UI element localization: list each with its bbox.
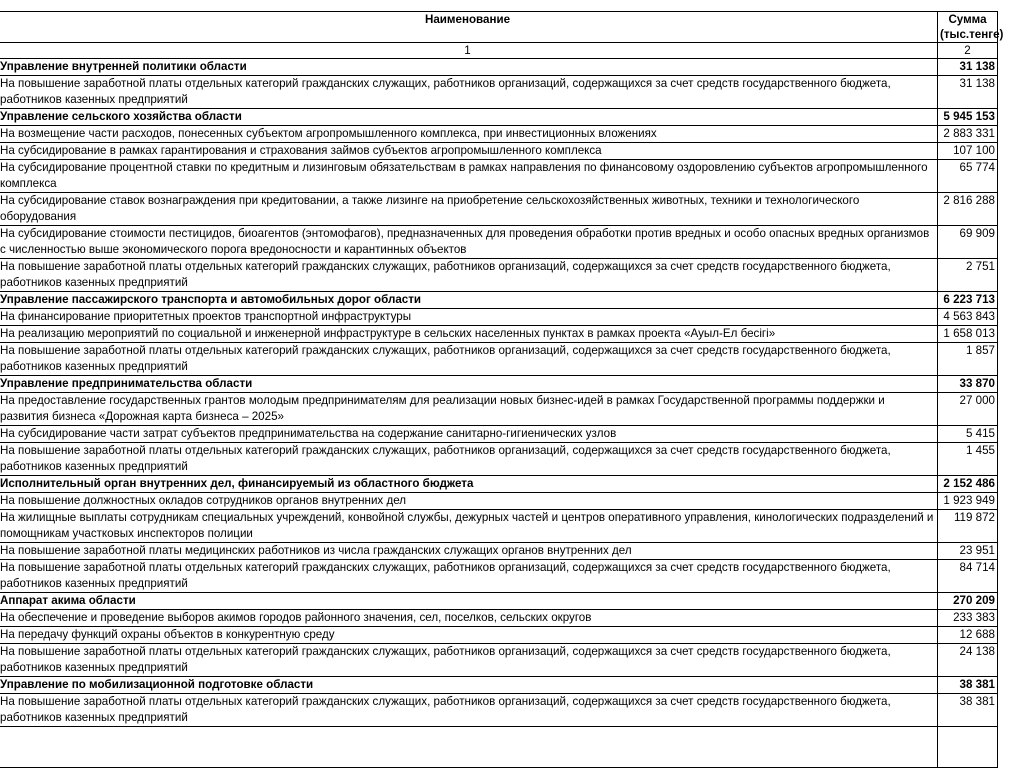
department-total: 38 381 bbox=[938, 677, 998, 694]
table-row bbox=[0, 76, 998, 109]
empty-cell bbox=[0, 727, 938, 768]
expense-description: На предоставление государственных грантов молодым предпринимателям для реализации новых бизнес-идей в рамках Государственной программы поддержки и развития бизнеса «Дорожная карта бизнеса – 2025» bbox=[0, 393, 938, 426]
expense-amount: 1 857 bbox=[938, 343, 998, 376]
expense-amount: 1 923 949 bbox=[938, 493, 998, 510]
column-number-2: 2 bbox=[938, 43, 998, 59]
expense-description: На повышение заработной платы отдельных категорий гражданских служащих, работников организаций, содержащихся за счет средств государственного бюджета, работников казенных предприятий bbox=[0, 694, 938, 727]
expense-description: На повышение должностных окладов сотрудников органов внутренних дел bbox=[0, 493, 938, 510]
expense-description: На субсидирование в рамках гарантирования и страхования займов субъектов агропромышленного комплекса bbox=[0, 143, 938, 160]
empty-row bbox=[0, 727, 998, 768]
expense-description: На финансирование приоритетных проектов транспортной инфраструктуры bbox=[0, 309, 938, 326]
column-number-row bbox=[0, 43, 998, 59]
department-name: Управление предпринимательства области bbox=[0, 376, 938, 393]
expense-description: На субсидирование ставок вознаграждения при кредитовании, а также лизинге на приобретение сельскохозяйственных животных, техники и технологического оборудования bbox=[0, 193, 938, 226]
table-row bbox=[0, 326, 998, 343]
expense-description: На жилищные выплаты сотрудникам специальных учреждений, конвойной службы, дежурных частей и центров оперативного управления, кинологических подразделений и помощникам участковых инспекторов полиции bbox=[0, 510, 938, 543]
expense-amount: 24 138 bbox=[938, 644, 998, 677]
table-row bbox=[0, 259, 998, 292]
department-row bbox=[0, 376, 998, 393]
expense-amount: 233 383 bbox=[938, 610, 998, 627]
expense-amount: 5 415 bbox=[938, 426, 998, 443]
table-row bbox=[0, 193, 998, 226]
department-name: Управление по мобилизационной подготовке области bbox=[0, 677, 938, 694]
budget-table bbox=[0, 11, 1004, 768]
department-row bbox=[0, 59, 998, 76]
column-header-name: Наименование bbox=[0, 12, 938, 43]
expense-description: На повышение заработной платы отдельных категорий гражданских служащих, работников организаций, содержащихся за счет средств государственного бюджета, работников казенных предприятий bbox=[0, 259, 938, 292]
department-name: Управление пассажирского транспорта и автомобильных дорог области bbox=[0, 292, 938, 309]
department-name: Управление сельского хозяйства области bbox=[0, 109, 938, 126]
expense-amount: 65 774 bbox=[938, 160, 998, 193]
expense-amount: 4 563 843 bbox=[938, 309, 998, 326]
department-row bbox=[0, 677, 998, 694]
expense-amount: 1 658 013 bbox=[938, 326, 998, 343]
expense-description: На повышение заработной платы отдельных категорий гражданских служащих, работников организаций, содержащихся за счет средств государственного бюджета, работников казенных предприятий bbox=[0, 76, 938, 109]
expense-amount: 2 883 331 bbox=[938, 126, 998, 143]
department-row bbox=[0, 476, 998, 493]
table-row bbox=[0, 343, 998, 376]
table-row bbox=[0, 443, 998, 476]
empty-cell bbox=[938, 727, 998, 768]
expense-amount: 69 909 bbox=[938, 226, 998, 259]
department-total: 270 209 bbox=[938, 593, 998, 610]
expense-amount: 2 816 288 bbox=[938, 193, 998, 226]
table-body bbox=[0, 59, 998, 768]
department-total: 31 138 bbox=[938, 59, 998, 76]
table-row bbox=[0, 644, 998, 677]
table-row bbox=[0, 560, 998, 593]
expense-description: На обеспечение и проведение выборов акимов городов районного значения, сел, поселков, сельских округов bbox=[0, 610, 938, 627]
expense-amount: 38 381 bbox=[938, 694, 998, 727]
expense-description: На передачу функций охраны объектов в конкурентную среду bbox=[0, 627, 938, 644]
expense-amount: 27 000 bbox=[938, 393, 998, 426]
expense-description: На субсидирование процентной ставки по кредитным и лизинговым обязательствам в рамках направления по финансовому оздоровлению субъектов агропромышленного комплекса bbox=[0, 160, 938, 193]
table-row bbox=[0, 143, 998, 160]
expense-amount: 12 688 bbox=[938, 627, 998, 644]
table-row bbox=[0, 543, 998, 560]
expense-description: На повышение заработной платы отдельных категорий гражданских служащих, работников организаций, содержащихся за счет средств государственного бюджета, работников казенных предприятий bbox=[0, 443, 938, 476]
expense-amount: 2 751 bbox=[938, 259, 998, 292]
column-number-1: 1 bbox=[0, 43, 938, 59]
table-row bbox=[0, 126, 998, 143]
department-total: 6 223 713 bbox=[938, 292, 998, 309]
table-row bbox=[0, 510, 998, 543]
table-row bbox=[0, 226, 998, 259]
column-header-sum bbox=[938, 12, 1004, 43]
department-total: 2 152 486 bbox=[938, 476, 998, 493]
department-name: Исполнительный орган внутренних дел, финансируемый из областного бюджета bbox=[0, 476, 938, 493]
expense-amount: 23 951 bbox=[938, 543, 998, 560]
table-row bbox=[0, 610, 998, 627]
expense-description: На повышение заработной платы отдельных категорий гражданских служащих, работников организаций, содержащихся за счет средств государственного бюджета, работников казенных предприятий bbox=[0, 343, 938, 376]
department-name: Аппарат акима области bbox=[0, 593, 938, 610]
column-header-sum-line1: Сумма bbox=[948, 13, 987, 26]
expense-amount: 107 100 bbox=[938, 143, 998, 160]
table-header-row bbox=[0, 12, 998, 43]
column-header-sum-line2: (тыс.тенге) bbox=[940, 28, 1004, 41]
table-row bbox=[0, 393, 998, 426]
table-row bbox=[0, 627, 998, 644]
expense-description: На субсидирование стоимости пестицидов, биоагентов (энтомофагов), предназначенных для проведения обработки против вредных и особо опасных вредных организмов с численностью выше экономического порога вредоносности и карантинных объектов bbox=[0, 226, 938, 259]
expense-amount: 1 455 bbox=[938, 443, 998, 476]
expense-description: На возмещение части расходов, понесенных субъектом агропромышленного комплекса, при инвестиционных вложениях bbox=[0, 126, 938, 143]
table-row bbox=[0, 426, 998, 443]
expense-amount: 84 714 bbox=[938, 560, 998, 593]
expense-amount: 119 872 bbox=[938, 510, 998, 543]
department-row bbox=[0, 109, 998, 126]
table-row bbox=[0, 309, 998, 326]
department-row bbox=[0, 292, 998, 309]
department-row bbox=[0, 593, 998, 610]
expense-amount: 31 138 bbox=[938, 76, 998, 109]
expense-description: На субсидирование части затрат субъектов предпринимательства на содержание санитарно-гигиенических узлов bbox=[0, 426, 938, 443]
expense-description: На повышение заработной платы отдельных категорий гражданских служащих, работников организаций, содержащихся за счет средств государственного бюджета, работников казенных предприятий bbox=[0, 644, 938, 677]
table-row bbox=[0, 694, 998, 727]
table-row bbox=[0, 493, 998, 510]
department-total: 5 945 153 bbox=[938, 109, 998, 126]
department-name: Управление внутренней политики области bbox=[0, 59, 938, 76]
table-row bbox=[0, 160, 998, 193]
expense-description: На повышение заработной платы отдельных категорий гражданских служащих, работников организаций, содержащихся за счет средств государственного бюджета, работников казенных предприятий bbox=[0, 560, 938, 593]
department-total: 33 870 bbox=[938, 376, 998, 393]
expense-description: На повышение заработной платы медицинских работников из числа гражданских служащих органов внутренних дел bbox=[0, 543, 938, 560]
expense-description: На реализацию мероприятий по социальной и инженерной инфраструктуре в сельских населенных пунктах в рамках проекта «Ауыл-Ел бесігі» bbox=[0, 326, 938, 343]
